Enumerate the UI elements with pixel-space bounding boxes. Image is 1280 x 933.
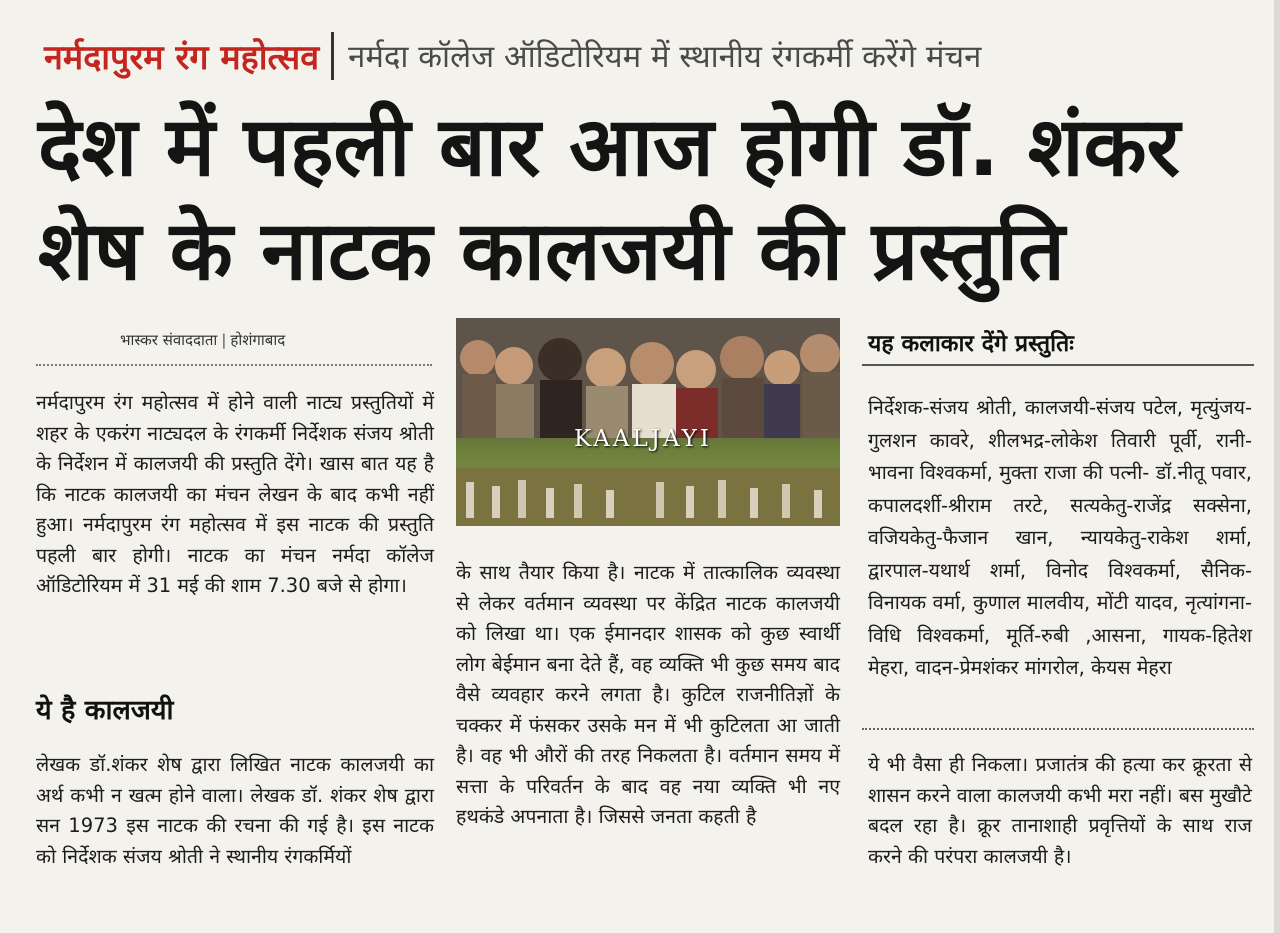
article-intro: नर्मदापुरम रंग महोत्सव में होने वाली नाट्य प्रस्तुतियों में शहर के एकरंग नाट्यदल के रंगकर्मी निर्देशक संजय श्रोती के निर्देशन में कालजयी की प्रस्तुति देंगे। खास बात यह है कि नाटक कालजयी का मंचन लेखन के बाद कभी नहीं हुआ। नर्मदापुरम रंग महोत्सव में इस नाटक की प्रस्तुति पहली बार होगी। नाटक का मंचन नर्मदा कॉलेज ऑडिटोरियम में 31 मई की शाम 7.30 बजे से होगा।	[36, 391, 434, 597]
section-kicker	[44, 28, 981, 84]
article-body-col1: लेखक डॉ.शंकर शेष द्वारा लिखित नाटक कालजयी का अर्थ कभी न खत्म होने वाला। लेखक डॉ. शंकर शेष द्वारा सन 1973 इस नाटक की रचना की गई है। इस नाटक को निर्देशक संजय श्रोती ने स्थानीय रंगकर्मियों	[36, 753, 434, 868]
article-body-col2: के साथ तैयार किया है। नाटक में तात्कालिक व्यवस्था से लेकर वर्तमान व्यवस्था पर केंद्रित नाटक कालजयी को लिखा था। एक ईमानदार शासक को कुछ स्वार्थी लोग बेईमान बना देते हैं, वह व्यक्ति भी कुछ समय बाद वैसे व्यवहार करने लगता है। कुटिल राजनीतिज्ञों के चक्कर में फंसकर उसके मन में भी कुटिलता आ जाती है। वह भी औरों की तरह निकलता है। वर्तमान समय में सत्ता के परिवर्तन के बाद वह नया व्यक्ति भी नए हथकंडे अपनाता है। जिससे जनता कहती है	[456, 561, 840, 828]
byline-separator: |	[221, 331, 227, 349]
byline-divider	[36, 364, 432, 366]
kicker-divider	[331, 32, 334, 80]
subheading: ये है कालजयी	[36, 695, 174, 726]
kicker-subtitle: नर्मदा कॉलेज ऑडिटोरियम में स्थानीय रंगकर्मी करेंगे मंचन	[348, 39, 982, 75]
headline-line-1: देश में पहली बार आज होगी डॉ. शंकर	[38, 100, 1181, 195]
headline	[38, 96, 1258, 304]
byline-place: होशंगाबाद	[230, 331, 286, 349]
cast-box-divider	[862, 728, 1254, 730]
headline-line-2: शेष के नाटक कालजयी की प्रस्तुति	[38, 204, 1065, 299]
byline	[120, 330, 285, 350]
actors-illustration	[456, 318, 840, 438]
soldiers-illustration	[456, 468, 840, 526]
cast-box-rule	[862, 364, 1254, 366]
play-photo	[456, 318, 840, 526]
article-body-col4: ये भी वैसा ही निकला। प्रजातंत्र की हत्या कर क्रूरता से शासन करने वाला कालजयी कभी मरा नहीं। बस मुखौटे बदल रहा है। क्रूर तानाशाही प्रवृत्तियों के साथ राज करने की परंपरा कालजयी है।	[868, 753, 1252, 868]
photo-title: KAALJAYI	[574, 426, 712, 452]
cast-box-heading: यह कलाकार देंगे प्रस्तुतिः	[868, 331, 1074, 357]
cast-list: निर्देशक-संजय श्रोती, कालजयी-संजय पटेल, मृत्युंजय-गुलशन कावरे, शीलभद्र-लोकेश तिवारी पूर्वी, रानी-भावना विश्वकर्मा, मुक्ता राजा की पत्नी- डॉ.नीतू पवार, कपालदर्शी-श्रीराम तरटे, सत्यकेतु-राजेंद्र सक्सेना, वजियकेतु-फैजान खान, न्यायकेतु-राकेश शर्मा, द्वारपाल-यथार्थ शर्मा, विनोद विश्वकर्मा, सैनिक- विनायक वर्मा, कुणाल मालवीय, मोंटी यादव, नृत्यांगना-विधि विश्वकर्मा, मूर्ति-रुबी ,आसना, गायक-हितेश मेहरा, वादन-प्रेमशंकर मांगरोल, केयस मेहरा	[868, 396, 1252, 679]
kicker-label: नर्मदापुरम रंग महोत्सव	[44, 38, 320, 78]
byline-reporter: भास्कर संवाददाता	[120, 331, 218, 349]
page-edge	[1274, 0, 1280, 933]
